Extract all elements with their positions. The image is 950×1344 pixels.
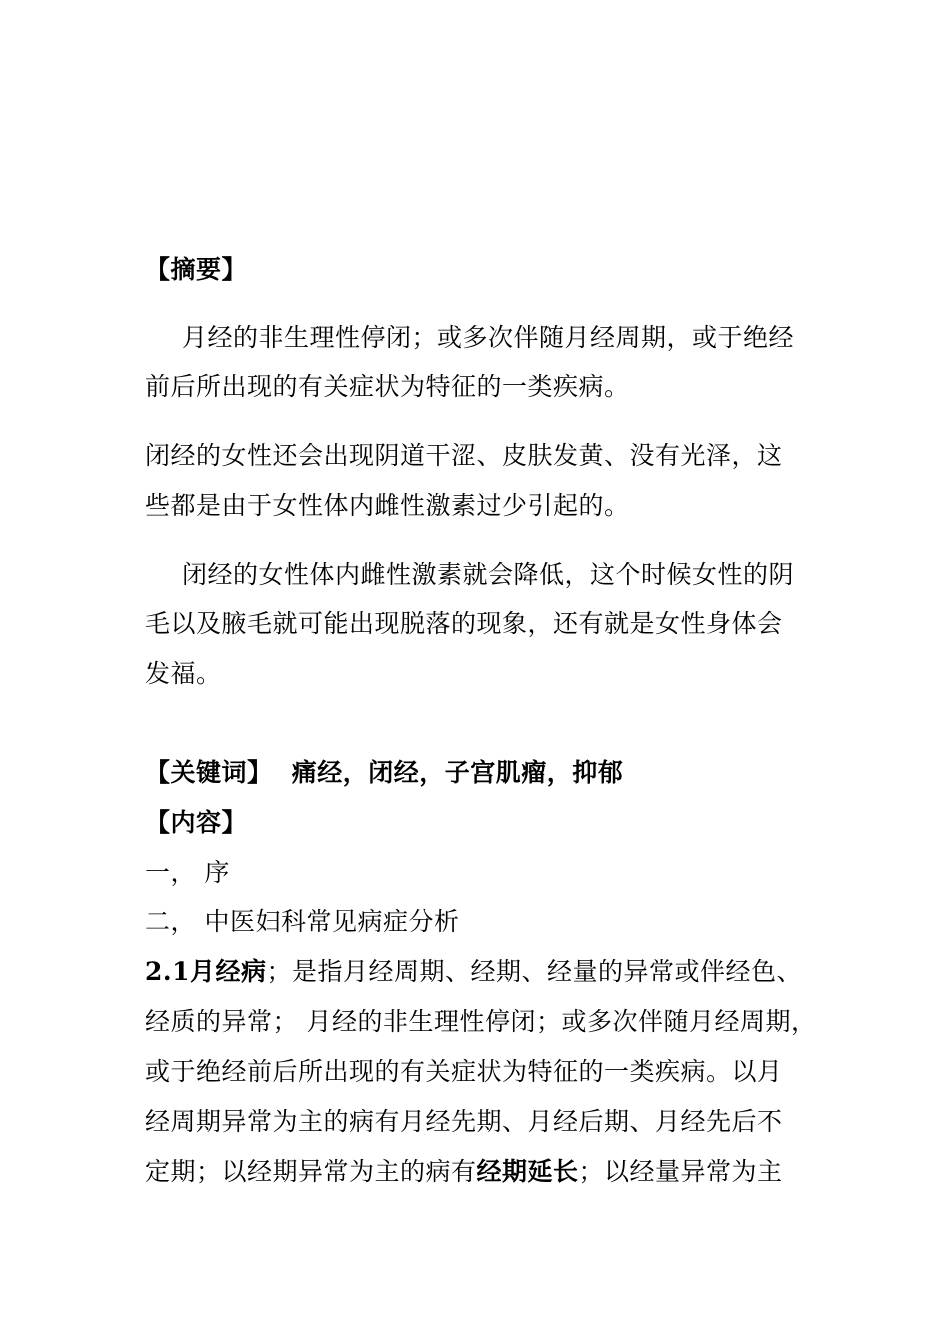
subsection-2-1-line-2: 经质的异常； 月经的非生理性停闭；或多次伴随月经周期， — [145, 1007, 817, 1036]
subsection-2-1-line-1-rest: ；是指月经周期、经期、经量的异常或伴经色、 — [266, 957, 803, 986]
abstract-paragraph-3-line-2: 毛以及腋毛就可能出现脱落的现象，还有就是女性身体会 — [145, 609, 783, 638]
subsection-2-1-line-5 — [145, 1156, 783, 1188]
abstract-paragraph-3-line-3: 发福。 — [145, 659, 222, 688]
abstract-paragraph-2-line-1: 闭经的女性还会出现阴道干涩、皮肤发黄、没有光泽，这 — [145, 441, 783, 470]
subsection-2-1-line-5-a: 定期；以经期异常为主的病有 — [145, 1157, 477, 1186]
abstract-paragraph-1-line-2: 前后所出现的有关症状为特征的一类疾病。 — [145, 372, 630, 401]
abstract-paragraph-3-line-1: 闭经的女性体内雌性激素就会降低，这个时候女性的阴 — [182, 560, 795, 589]
subsection-2-1-line-3: 或于绝经前后所出现的有关症状为特征的一类疾病。以月 — [145, 1057, 783, 1086]
abstract-paragraph-2-line-2: 些都是由于女性体内雌性激素过少引起的。 — [145, 491, 630, 520]
abstract-paragraph-1-line-1: 月经的非生理性停闭；或多次伴随月经周期，或于绝经 — [182, 323, 795, 352]
term-extended-period: 经期延长 — [476, 1157, 579, 1186]
subsection-2-1-line-4: 经周期异常为主的病有月经先期、月经后期、月经先后不 — [145, 1107, 783, 1136]
keywords-line — [145, 757, 623, 789]
keywords-heading: 【关键词】 — [145, 758, 273, 787]
subsection-2-1-line-1 — [145, 956, 802, 988]
subsection-2-1-term: 2.1月经病 — [145, 957, 267, 986]
content-heading: 【内容】 — [145, 808, 248, 837]
subsection-2-1-line-5-b: ；以经量异常为主 — [578, 1157, 783, 1186]
keywords-text: 痛经，闭经，子宫肌瘤，抑郁 — [291, 758, 624, 787]
section-2-heading: 二， 中医妇科常见病症分析 — [145, 907, 460, 936]
abstract-heading: 【摘要】 — [145, 255, 248, 284]
section-1-heading: 一， 序 — [145, 858, 230, 887]
